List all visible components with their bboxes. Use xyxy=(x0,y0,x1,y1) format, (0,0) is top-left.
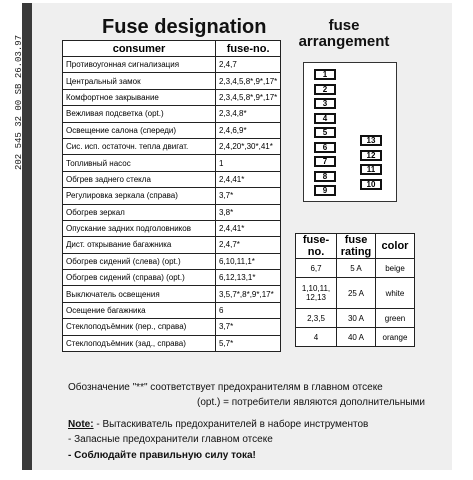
table-row xyxy=(63,122,281,138)
rating-row xyxy=(296,309,415,328)
note-optional: (opt.) = потребители являются дополнительными xyxy=(197,397,425,408)
page-title: Fuse designation xyxy=(102,16,267,38)
fuse-no-cell: 6,10,11,1* xyxy=(216,253,281,269)
rating-fuse-cell: 1,10,11, 12,13 xyxy=(296,278,337,309)
fuse-no-cell: 2,4,20*,30*,41* xyxy=(216,138,281,154)
rating-fuse-cell: 2,3,5 xyxy=(296,309,337,328)
fuse-slot: 3 xyxy=(314,98,336,109)
consumer-cell: Обогрев зеркал xyxy=(63,204,216,220)
fuse-slot: 12 xyxy=(360,150,382,161)
consumer-cell: Осещение багажника xyxy=(63,302,216,318)
rating-color-cell: beige xyxy=(376,259,415,278)
fuse-arrangement-diagram xyxy=(303,62,397,202)
table-row xyxy=(63,270,281,286)
table-row xyxy=(63,319,281,335)
consumer-cell: Обогрев сидений (справа) (opt.) xyxy=(63,270,216,286)
rating-value-cell: 40 A xyxy=(337,328,376,347)
fuse-no-cell: 3,7* xyxy=(216,319,281,335)
table-header-row xyxy=(63,41,281,57)
table-row xyxy=(63,302,281,318)
note-spare: - Запасные предохранители главном отсеке xyxy=(68,434,273,445)
fuse-slot: 7 xyxy=(314,156,336,167)
fuse-slot: 10 xyxy=(360,179,382,190)
table-row xyxy=(63,73,281,89)
consumer-cell: Стеклоподъёмник (пер., справа) xyxy=(63,319,216,335)
rating-value-cell: 5 A xyxy=(337,259,376,278)
note-puller-text: - Вытаскиватель предохранителей в наборе инструментов xyxy=(93,419,369,430)
fuse-slot: 8 xyxy=(314,171,336,182)
consumer-cell: Освещение салона (спереди) xyxy=(63,122,216,138)
note-asterisk: Обозначение "**" соответствует предохранителям в главном отсеке xyxy=(68,382,383,393)
fuse-no-cell: 5,7* xyxy=(216,335,281,351)
fuse-no-cell: 1 xyxy=(216,155,281,171)
consumer-cell: Вежливая подсветка (opt.) xyxy=(63,106,216,122)
fuse-slot: 11 xyxy=(360,164,382,175)
consumer-cell: Опускание задних подголовников xyxy=(63,220,216,236)
fuse-no-cell: 3,5,7*,8*,9*,17* xyxy=(216,286,281,302)
rating-row xyxy=(296,278,415,309)
fuse-no-cell: 2,4,7 xyxy=(216,57,281,73)
fuse-no-cell: 6 xyxy=(216,302,281,318)
header-fuse-no: fuse-no. xyxy=(216,41,281,57)
rating-header-fuse-no: fuse- no. xyxy=(296,234,337,259)
fuse-rating-table xyxy=(295,233,415,347)
fuse-no-cell: 2,3,4,5,8*,9*,17* xyxy=(216,73,281,89)
table-row xyxy=(63,188,281,204)
consumer-cell: Противоугонная сигнализация xyxy=(63,57,216,73)
table-row xyxy=(63,155,281,171)
fuse-no-cell: 3,7* xyxy=(216,188,281,204)
part-code: 202 545 32 00 SB 26.03.97 xyxy=(14,34,24,170)
rating-value-cell: 25 A xyxy=(337,278,376,309)
rating-header-rating: fuse rating xyxy=(337,234,376,259)
fuse-no-cell: 2,3,4,5,8*,9*,17* xyxy=(216,89,281,105)
note-current: - Соблюдайте правильную силу тока! xyxy=(68,450,256,461)
consumer-cell: Дист. открывание багажника xyxy=(63,237,216,253)
fuse-slot: 9 xyxy=(314,185,336,196)
fuse-slot: 5 xyxy=(314,127,336,138)
arrangement-title: fuse arrangement xyxy=(298,17,390,50)
rating-row xyxy=(296,328,415,347)
consumer-table xyxy=(62,40,281,352)
fuse-slot: 1 xyxy=(314,69,336,80)
table-row xyxy=(63,106,281,122)
table-row xyxy=(63,57,281,73)
rating-color-cell: white xyxy=(376,278,415,309)
fuse-no-cell: 2,4,7* xyxy=(216,237,281,253)
table-row xyxy=(63,204,281,220)
consumer-cell: Регулировка зеркала (справа) xyxy=(63,188,216,204)
note-puller xyxy=(68,419,368,430)
table-row xyxy=(63,89,281,105)
fuse-no-cell: 2,4,41* xyxy=(216,220,281,236)
rating-header-color: color xyxy=(376,234,415,259)
table-row xyxy=(63,335,281,351)
fuse-no-cell: 2,4,6,9* xyxy=(216,122,281,138)
consumer-cell: Топливный насос xyxy=(63,155,216,171)
table-row xyxy=(63,286,281,302)
fuse-no-cell: 2,4,41* xyxy=(216,171,281,187)
rating-color-cell: green xyxy=(376,309,415,328)
fuse-slot: 2 xyxy=(314,84,336,95)
consumer-cell: Комфортное закрывание xyxy=(63,89,216,105)
consumer-cell: Стеклоподъёмник (зад., справа) xyxy=(63,335,216,351)
consumer-cell: Выключатель освещения xyxy=(63,286,216,302)
consumer-cell: Сис. исп. остаточн. тепла двигат. xyxy=(63,138,216,154)
rating-row xyxy=(296,259,415,278)
table-row xyxy=(63,171,281,187)
table-row xyxy=(63,253,281,269)
table-row xyxy=(63,237,281,253)
table-row xyxy=(63,138,281,154)
fuse-slot: 4 xyxy=(314,113,336,124)
consumer-cell: Центральный замок xyxy=(63,73,216,89)
rating-header-row xyxy=(296,234,415,259)
note-label: Note: xyxy=(68,419,94,430)
fuse-slot: 13 xyxy=(360,135,382,146)
rating-fuse-cell: 6,7 xyxy=(296,259,337,278)
consumer-cell: Обгрев заднего стекла xyxy=(63,171,216,187)
header-consumer: consumer xyxy=(63,41,216,57)
table-row xyxy=(63,220,281,236)
fuse-no-cell: 6,12,13,1* xyxy=(216,270,281,286)
fuse-slot: 6 xyxy=(314,142,336,153)
rating-value-cell: 30 A xyxy=(337,309,376,328)
fuse-no-cell: 2,3,4,8* xyxy=(216,106,281,122)
fuse-no-cell: 3,8* xyxy=(216,204,281,220)
consumer-cell: Обогрев сидений (слева) (opt.) xyxy=(63,253,216,269)
rating-color-cell: orange xyxy=(376,328,415,347)
rating-fuse-cell: 4 xyxy=(296,328,337,347)
